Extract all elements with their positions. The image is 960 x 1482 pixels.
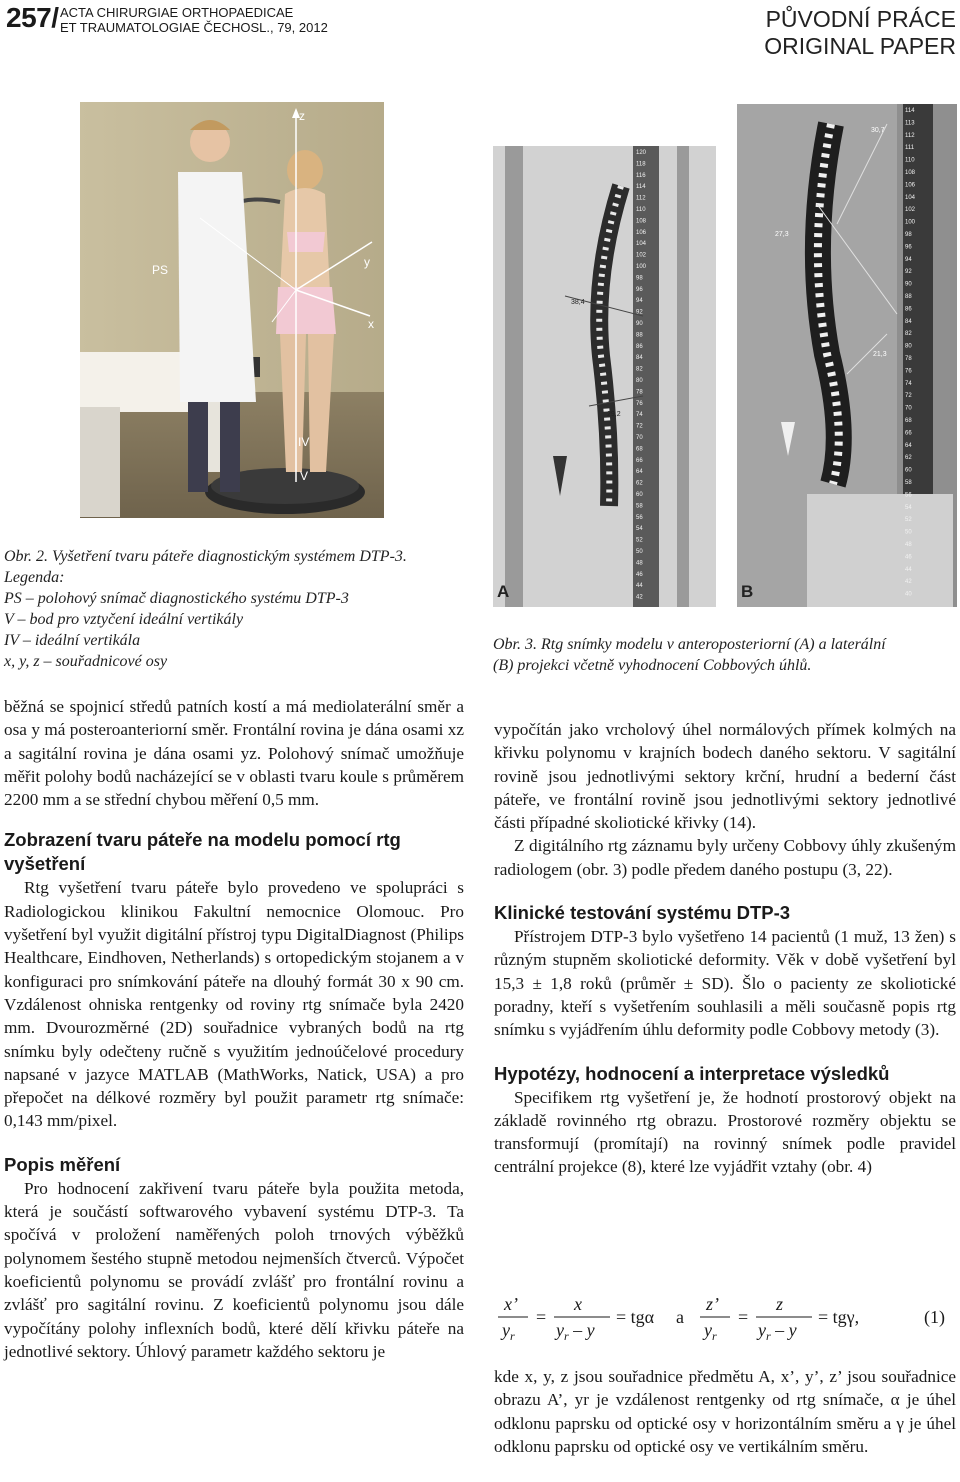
label-iv: IV <box>298 435 310 449</box>
ruler-tick-label: 76 <box>905 368 912 375</box>
ruler-tick-label: 56 <box>636 514 643 521</box>
ruler-tick-label: 112 <box>636 195 646 202</box>
formula-num3: z’ <box>706 1294 719 1314</box>
section-label-en: ORIGINAL PAPER <box>764 33 956 59</box>
ruler-tick-label: 94 <box>905 256 912 263</box>
paragraph: vypočítán jako vrcholový úhel normálových přímek kolmých na křivku polynomu v krajních bodech daného sektoru. V sagitální rovině jsou jednotlivými sektory krční, hrudní a bederní část páteře, ve frontální rovině jsou jednotlivými sektory jednotlivé části případné skoliotické křivky (14). <box>494 720 956 833</box>
ruler-tick-label: 42 <box>905 579 912 586</box>
ruler-tick-label: 100 <box>636 264 647 270</box>
ruler-tick-label: 114 <box>636 184 646 191</box>
section-label-cz: PŮVODNÍ PRÁCE <box>765 6 956 32</box>
xray-lateral-illustration <box>737 104 957 607</box>
ruler-tick-label: 108 <box>905 170 916 176</box>
journal-title-line1: ACTA CHIRURGIAE ORTHOPAEDICAE <box>60 5 294 20</box>
ruler-tick-label: 76 <box>636 400 643 407</box>
formula-tg-alpha: = tgα <box>616 1307 655 1327</box>
ruler-tick-label: 58 <box>905 480 912 486</box>
ruler-tick-label: 96 <box>905 244 912 251</box>
cobb-angle-b-1: 30,7 <box>871 127 885 134</box>
ruler-tick-label: 48 <box>905 542 912 548</box>
ruler-tick-label: 48 <box>636 560 643 567</box>
page-number: 257/ <box>6 2 59 33</box>
ruler-tick-label: 86 <box>905 306 912 313</box>
ruler-tick-label: 46 <box>905 554 912 561</box>
formula-den4: $y_r$ – y <box>758 1320 797 1343</box>
paragraph: běžná se spojnicí středů patních kostí a má mediolaterální směr a osa y má posteroanteriorní směr. Frontální rovina je dána osami xz a sagitální rovina je dána osami yz. Polohový snímač umožňuje měřit polohy bodů nacházející se v oblasti tvaru koule s průměrem 2200 mm a se střední chybou měření 0,5 mm. <box>4 697 464 810</box>
xray-lateral-view <box>737 104 957 607</box>
ruler-tick-label: 102 <box>905 207 916 214</box>
ruler-tick-label: 78 <box>905 356 912 362</box>
ruler-tick-label: 54 <box>905 504 912 511</box>
ruler-tick-label: 120 <box>636 150 647 156</box>
label-x: x <box>368 317 374 331</box>
formula-num1: x’ <box>504 1294 518 1314</box>
ruler-tick-label: 56 <box>905 492 912 499</box>
ruler-tick-label: 98 <box>636 275 643 282</box>
ruler-tick-label: 54 <box>636 526 643 533</box>
ruler-tick-label: 84 <box>636 355 643 362</box>
ruler-tick-label: 116 <box>636 172 646 179</box>
ruler-tick-label: 42 <box>636 594 643 601</box>
ruler-tick-label: 66 <box>636 457 643 464</box>
section-label <box>764 6 956 60</box>
section-heading: Klinické testování systému DTP-3 <box>494 902 791 924</box>
ruler-tick-label: 112 <box>905 132 915 139</box>
figure-letter-b: B <box>741 582 754 601</box>
ruler-tick-label: 90 <box>905 281 912 288</box>
ruler-tick-label: 64 <box>636 469 643 476</box>
ruler-tick-label: 50 <box>636 549 643 555</box>
ruler-tick-label: 104 <box>636 241 647 248</box>
ruler-tick-label: 86 <box>636 343 643 350</box>
paragraph: Specifikem rtg vyšetření je, že hodnotí prostorový objekt na základě rovinného rtg obrazu. Prostorové rozměry objektu se transformují (promítají) na rovinný snímek podle pravidel centrální projekce (8), které lze vyjádřit vztahy (obr. 4) <box>494 1087 956 1177</box>
ruler-tick-label: 88 <box>905 294 912 300</box>
equation-1 <box>494 1292 956 1344</box>
caption-2-line: V – bod pro vztyčení ideální vertikály <box>4 611 244 628</box>
caption-2-line: IV – ideální vertikála <box>4 632 141 649</box>
ruler-tick-label: 106 <box>636 229 647 236</box>
ruler-tick-label: 62 <box>636 480 643 487</box>
cobb-angle-a-1: 38,4 <box>571 299 585 306</box>
ruler-tick-label: 44 <box>905 566 912 573</box>
caption-2-line: x, y, z – souřadnicové osy <box>4 653 168 670</box>
exam-photo-illustration <box>80 102 384 518</box>
journal-title <box>60 5 328 35</box>
cobb-angle-b-2: 27,3 <box>775 231 789 238</box>
ruler-tick-label: 118 <box>636 161 646 168</box>
ruler-tick-label: 84 <box>905 318 912 325</box>
ruler-tick-label: 88 <box>636 332 643 339</box>
ruler-tick-label: 106 <box>905 182 916 189</box>
ruler-tick-label: 82 <box>905 331 912 338</box>
ruler-tick-label: 74 <box>905 380 912 387</box>
ruler-tick-label: 68 <box>636 446 643 453</box>
ruler-tick-label: 94 <box>636 298 643 305</box>
caption-3-line: Obr. 3. Rtg snímky modelu v anteroposteriorní (A) a laterální <box>493 636 886 653</box>
figure-letter-a: A <box>497 582 510 601</box>
ruler-tick-label: 78 <box>636 389 643 396</box>
figure-2-photo <box>80 102 384 518</box>
xray-ap-view <box>493 146 716 607</box>
ruler-tick-label: 70 <box>905 405 912 412</box>
ruler-tick-label: 40 <box>905 591 912 598</box>
right-column-end <box>494 1365 956 1458</box>
ruler-tick-label: 80 <box>636 378 643 384</box>
section-heading: Zobrazení tvaru páteře na modelu pomocí rtg vyšetření <box>4 829 401 875</box>
formula-tg-gamma: = tgγ, <box>818 1307 860 1327</box>
ruler-tick-label: 52 <box>905 517 912 524</box>
section-heading: Hypotézy, hodnocení a interpretace výsledků <box>494 1062 890 1084</box>
ruler-tick-label: 64 <box>905 442 912 449</box>
paragraph: Přístrojem DTP-3 bylo vyšetřeno 14 pacientů (1 muž, 13 žen) s různým stupněm skoliotické deformity. Věk v době vyšetření byl 15,3 ± 1,8 roků (průměr ± SD). Šlo o pacienty ze skoliotické poradny, kteří s vyšetřením souhlasili a měli současně popis rtg snímku s vyjádřením úhlu deformity podle Cobbovy metody (3). <box>494 927 956 1040</box>
journal-title-line2: ET TRAUMATOLOGIAE ČECHOSL., 79, 2012 <box>60 20 328 35</box>
ruler-tick-label: 82 <box>636 366 643 373</box>
ruler-tick-label: 96 <box>636 286 643 293</box>
label-z: z <box>299 109 305 123</box>
caption-2-line: Obr. 2. Vyšetření tvaru páteře diagnostickým systémem DTP-3. <box>4 548 407 565</box>
paragraph: Pro hodnocení zakřivení tvaru páteře byla použita metoda, která je součástí softwarového vybavení systému DTP-3. Ta spočívá v proložení naměřených poloh trnových výběžků polynomem šestého stupně metodou nejmenších čtverců. Výpočet koeficientů polynomu se provádí zvlášť pro frontální rovinu a zvlášť pro sagitální rovinu. Z koeficientů polynomu jsou dále vypočítány polohy inflexních bodů, které dělí křivku páteře na jednotlivé sektory. Úhlový parametr každého sektoru je <box>4 1178 464 1361</box>
ruler-tick-label: 50 <box>905 529 912 536</box>
label-y: y <box>364 255 370 269</box>
ruler-tick-label: 110 <box>905 157 915 164</box>
right-column <box>494 718 956 1179</box>
ruler-tick-label: 100 <box>905 219 916 226</box>
ruler-tick-label: 104 <box>905 194 916 201</box>
ruler-tick-label: 68 <box>905 418 912 424</box>
ruler-tick-label: 108 <box>636 218 647 225</box>
ruler-tick-label: 114 <box>905 108 915 114</box>
label-v: V <box>300 469 309 483</box>
ruler-tick-label: 72 <box>636 423 643 430</box>
ruler-tick-label: 74 <box>636 412 643 419</box>
ruler-tick-label: 92 <box>636 309 643 316</box>
formula-den3: $y_r$ <box>704 1320 717 1343</box>
paragraph: Z digitálního rtg záznamu byly určeny Cobbovy úhly zkušeným radiologem (obr. 3) podle předem daného postupu (3, 22). <box>494 836 956 879</box>
label-ps: PS <box>152 263 169 277</box>
ruler-tick-label: 92 <box>905 269 912 276</box>
ruler-tick-label: 110 <box>636 207 646 213</box>
formula-den2: $y_r$ – y <box>556 1320 595 1343</box>
ruler-tick-label: 70 <box>636 435 643 441</box>
ruler-tick-label: 60 <box>636 492 643 498</box>
paragraph: kde x, y, z jsou souřadnice předmětu A, x’, y’, z’ jsou souřadnice obrazu A’, yr je vzdálenost rentgenky od rtg snímače, α je úhel odklonu paprsku od optické osy v horizontálním směru a γ je úhel odklonu paprsku od optické osy ve vertikálním směru. <box>494 1367 956 1456</box>
formula-and: a <box>676 1307 684 1327</box>
formula-num4: z <box>776 1294 784 1314</box>
ruler-tick-label: 113 <box>905 120 915 127</box>
caption-2-line: Legenda: <box>4 569 65 586</box>
ruler-tick-label: 58 <box>636 503 643 510</box>
left-column <box>4 695 464 1363</box>
ruler-tick-label: 72 <box>905 393 912 400</box>
formula-den1: $y_r$ <box>502 1320 515 1343</box>
cobb-angle-a-2: 29,2 <box>607 411 621 418</box>
xray-ap-illustration <box>493 146 716 607</box>
caption-2-line: PS – polohový snímač diagnostického systému DTP-3 <box>4 590 349 607</box>
paragraph: Rtg vyšetření tvaru páteře bylo provedeno ve spolupráci s Radiologickou klinikou Fakultní nemocnice Olomouc. Pro vyšetření byl využit digitální přístroj typu DigitalDiagnost (Philips Healthcare, Eindhoven, Netherlands) s ortopedickým stojanem a v konfiguraci pro snímkování páteře na dlouhý formát 30 x 90 cm. Vzdálenost ohniska rentgenky od roviny rtg snímače byla 2420 mm. Dvourozměrné (2D) souřadnice vybraných bodů na rtg snímku byly odečteny ručně s využitím jednoúčelové procedury napsané v jazyce MATLAB (MathWorks, Natick, USA) a pro přepočet na délkové rozměry byl použit parametr rtg snímače: 0,143 mm/pixel. <box>4 878 464 1131</box>
caption-3-line: (B) projekci včetně vyhodnocení Cobbových úhlů. <box>493 657 812 674</box>
section-heading: Popis měření <box>4 1153 121 1175</box>
figure-3-caption <box>493 634 957 676</box>
formula-eq: = <box>536 1307 547 1327</box>
ruler-tick-label: 90 <box>636 321 643 327</box>
ruler-tick-label: 52 <box>636 537 643 544</box>
ruler-tick-label: 111 <box>905 145 915 152</box>
ruler-tick-label: 66 <box>905 430 912 437</box>
figure-2-caption <box>4 546 407 672</box>
ruler-tick-label: 44 <box>636 583 643 590</box>
formula-num2: x <box>574 1294 582 1314</box>
cobb-angle-b-3: 21,3 <box>873 351 887 358</box>
equation-number: (1) <box>924 1307 945 1327</box>
ruler-tick-label: 46 <box>636 571 643 578</box>
ruler-tick-label: 80 <box>905 343 912 350</box>
ruler-tick-label: 102 <box>636 252 647 259</box>
ruler-tick-label: 60 <box>905 467 912 474</box>
ruler-tick-label: 62 <box>905 455 912 462</box>
formula-eq: = <box>738 1307 749 1327</box>
ruler-tick-label: 98 <box>905 232 912 238</box>
